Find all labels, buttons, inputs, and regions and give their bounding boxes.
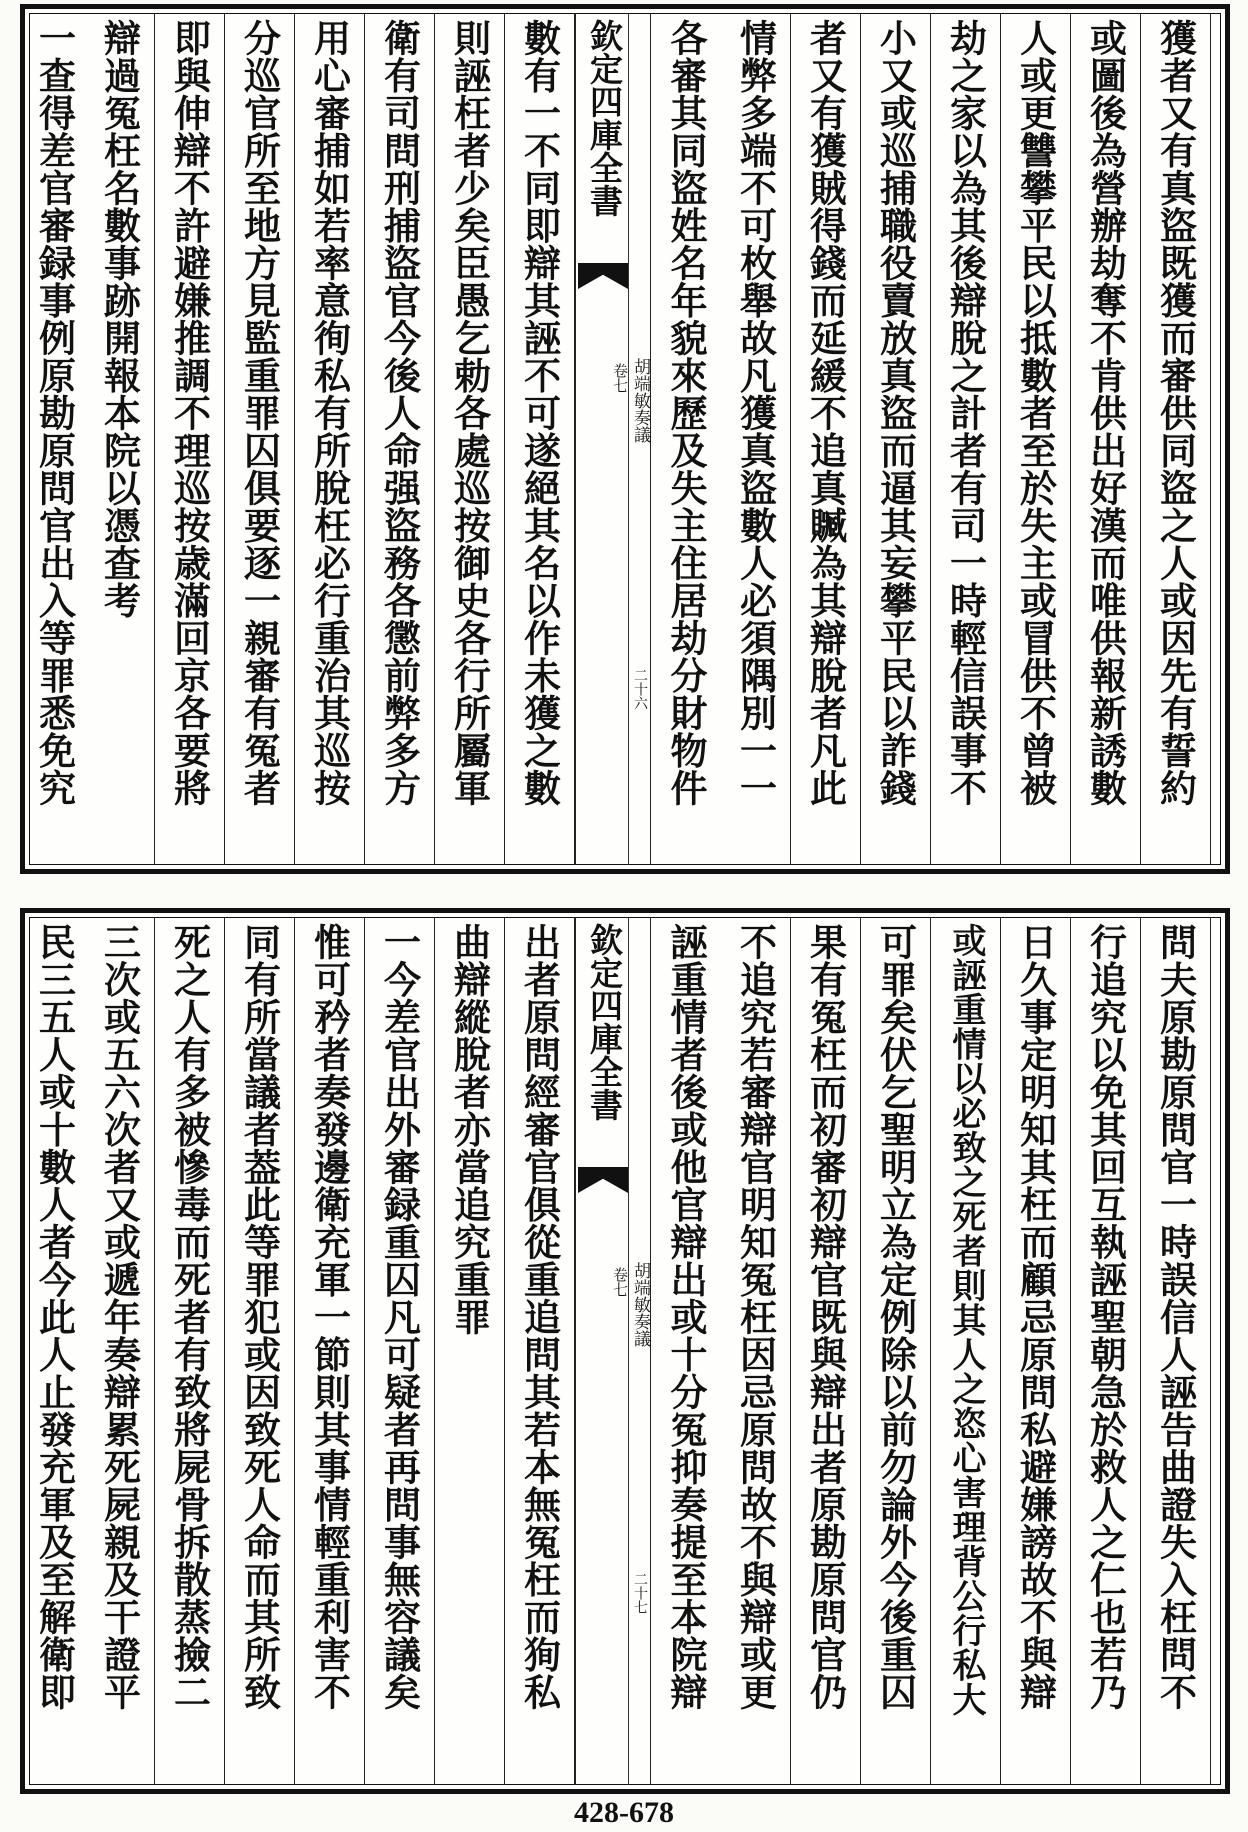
text-column	[155, 13, 225, 865]
text-column	[24, 13, 85, 865]
column-text: 或誣重情以必致之死者則其人之恣心害理背公行私大	[946, 923, 986, 1717]
top-page	[20, 4, 1230, 874]
column-text: 者又有獲賊得錢而延緩不追真贓為其辯脫者凡此	[803, 19, 848, 807]
page-code: 428-678	[574, 1796, 674, 1829]
text-column	[651, 13, 721, 865]
book-title: 欽定四庫全書	[585, 19, 624, 217]
text-column	[791, 13, 861, 865]
text-column	[1141, 917, 1211, 1785]
text-column	[1001, 13, 1071, 865]
volume-number: 卷七	[611, 363, 629, 393]
text-column	[24, 917, 85, 1785]
column-text: 用心審捕如若率意徇私有所脫枉必行重治其巡按	[307, 19, 352, 807]
text-column	[861, 917, 931, 1785]
column-text: 小又或巡捕職役賣放真盜而逼其妄攀平民以詐錢	[873, 19, 918, 807]
text-column	[931, 917, 1001, 1785]
column-text: 各審其同盜姓名年貌來歷及失主住居劫分財物件	[664, 19, 708, 807]
column-text: 一今差官出外審録重囚凡可疑者再問事無容議矣	[377, 923, 422, 1711]
text-column	[651, 917, 721, 1785]
text-column	[1071, 13, 1141, 865]
text-column	[365, 13, 435, 865]
column-text: 衛有司問刑捕盜官今後人命强盜務各懲前弊多方	[377, 19, 422, 807]
text-column	[435, 917, 505, 1785]
column-text: 誣重情者後或他官辯出或十分冤抑奏提至本院辯	[664, 923, 708, 1711]
center-margin	[575, 13, 651, 865]
column-text: 日久事定明知其枉而顧忌原問私避嫌謗故不與辯	[1013, 923, 1058, 1711]
column-text: 曲辯縱脫者亦當追究重罪	[447, 923, 492, 1336]
text-column	[365, 917, 435, 1785]
column-text: 不追究若審辯官明知冤枉因忌原問故不與辯或更	[733, 923, 778, 1711]
text-column	[861, 13, 931, 865]
column-text: 出者原問經審官俱從重追問其若本無冤枉而狥私	[517, 923, 562, 1711]
text-column	[721, 917, 791, 1785]
column-text: 可罪矣伏乞聖明立為定例除以前勿論外今後重囚	[873, 923, 918, 1711]
column-text: 惟可矜者奏發邊衛充軍一節則其事情輕重利害不	[307, 923, 352, 1711]
column-text: 數有一不同即辯其誣不可遂絕其名以作未獲之數	[517, 19, 562, 807]
column-text: 三次或五六次者又或遞年奏辯累死屍親及干證平	[97, 923, 142, 1711]
bottom-page	[20, 908, 1230, 1794]
column-text: 則誣枉者少矣臣愚乞勅各處巡按御史各行所屬軍	[447, 19, 492, 807]
column-text: 或圖後為營辦劫奪不肯供出好漢而唯供報新誘數	[1083, 19, 1128, 807]
text-column	[1141, 13, 1211, 865]
center-divider-line	[628, 13, 629, 865]
column-text: 人或更讐攀平民以抵數者至於失主或冒供不曾被	[1013, 19, 1058, 807]
text-column	[435, 13, 505, 865]
volume-number: 卷七	[611, 1267, 629, 1297]
text-column	[721, 13, 791, 865]
column-text: 死之人有多被慘毒而死者有致將屍骨拆散蒸撿二	[167, 923, 212, 1711]
column-text: 分巡官所至地方見監重罪囚俱要逐一親審有冤者	[237, 19, 282, 807]
work-title: 胡端敏奏議	[630, 358, 650, 443]
book-title: 欽定四庫全書	[585, 923, 624, 1121]
center-divider-line	[628, 917, 629, 1785]
column-text: 情弊多端不可枚舉故凡獲真盜數人必須隅別一一	[733, 19, 778, 807]
column-text: 獲者又有真盜既獲而審供同盜之人或因先有誓約	[1153, 19, 1198, 807]
column-text: 辯過冤枉名數事跡開報本院以憑查考	[97, 19, 142, 619]
text-column	[155, 917, 225, 1785]
folio-number: 二十七	[632, 1572, 648, 1614]
column-text: 問夫原勘原問官一時誤信人誣告曲證失入枉問不	[1153, 923, 1198, 1711]
fishtail-ornament	[578, 263, 628, 289]
work-title: 胡端敏奏議	[630, 1262, 650, 1347]
column-text: 行追究以免其回互執誣聖朝急於救人之仁也若乃	[1083, 923, 1128, 1711]
text-column	[225, 917, 295, 1785]
text-column	[295, 13, 365, 865]
text-column	[295, 917, 365, 1785]
column-text: 民三五人或十數人者今此人止發充軍及至解衛即	[32, 923, 77, 1711]
text-column	[505, 917, 575, 1785]
text-column	[1001, 917, 1071, 1785]
text-column	[791, 917, 861, 1785]
folio-number: 二十六	[632, 668, 648, 710]
column-text: 果有冤枉而初審初辯官既與辯出者原勘原問官仍	[803, 923, 848, 1711]
text-column	[225, 13, 295, 865]
text-column	[931, 13, 1001, 865]
center-margin	[575, 917, 651, 1785]
text-column	[505, 13, 575, 865]
column-text: 同有所當議者葢此等罪犯或因致死人命而其所致	[237, 923, 282, 1711]
text-column	[85, 13, 155, 865]
text-column	[1071, 917, 1141, 1785]
column-text: 即與伸辯不許避嫌推調不理巡按歳滿回京各要將	[167, 19, 212, 807]
column-text: 一查得差官審録事例原勘原問官出入等罪悉免究	[32, 19, 77, 807]
column-text: 劫之家以為其後辯脫之計者有司一時輕信誤事不	[943, 19, 988, 807]
text-column	[85, 917, 155, 1785]
fishtail-ornament	[578, 1167, 628, 1193]
